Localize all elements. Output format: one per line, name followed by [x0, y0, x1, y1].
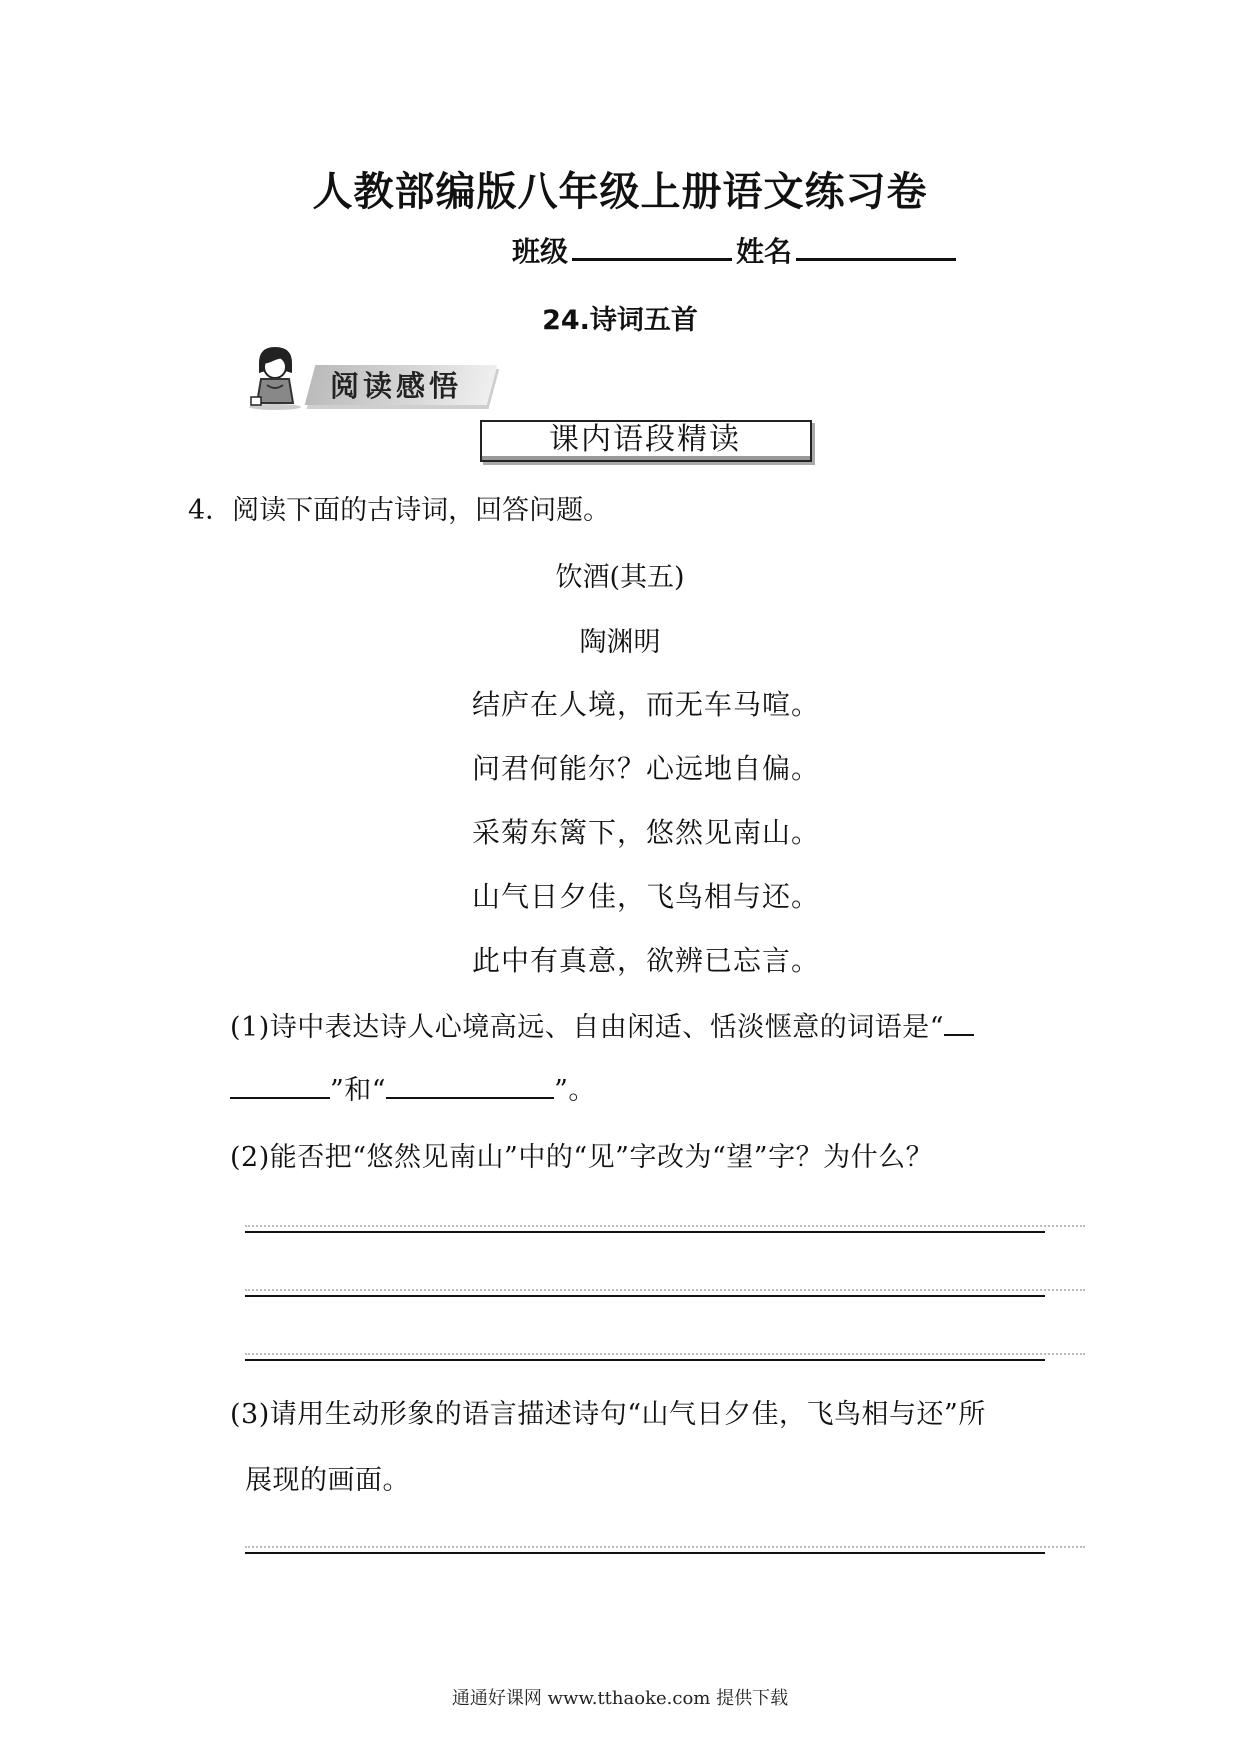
- class-blank[interactable]: [572, 232, 732, 261]
- question-intro: 4．阅读下面的古诗词，回答问题。: [188, 495, 611, 526]
- answer-guide-dots: [245, 1353, 1085, 1355]
- sub-section-label: 课内语段精读: [549, 422, 741, 457]
- poem-line: 采菊东篱下，悠然见南山。: [472, 816, 821, 849]
- answer-line[interactable]: [245, 1552, 1045, 1554]
- answer-line[interactable]: [245, 1231, 1045, 1233]
- student-figure-icon: [245, 345, 307, 411]
- sub-question-3-line1: (3)请用生动形象的语言描述诗句“山气日夕佳，飞鸟相与还”所: [230, 1399, 986, 1430]
- answer-guide-dots: [245, 1546, 1085, 1548]
- poem-line: 问君何能尔？心远地自偏。: [472, 752, 821, 785]
- answer-guide-dots: [245, 1225, 1085, 1227]
- answer-guide-dots: [245, 1289, 1085, 1291]
- poem-line: 此中有真意，欲辨已忘言。: [472, 944, 821, 977]
- page-title: 人教部编版八年级上册语文练习卷: [312, 169, 928, 215]
- sub-question-1-end: ”。: [554, 1075, 596, 1106]
- class-label: 班级: [512, 235, 569, 268]
- poem-author: 陶渊明: [579, 627, 661, 658]
- answer-blank-2[interactable]: [386, 1073, 554, 1099]
- answer-line[interactable]: [245, 1359, 1045, 1361]
- name-blank[interactable]: [796, 232, 956, 261]
- sub-question-1-line2: [230, 1068, 596, 1107]
- footer-credit: 通通好课网 www.tthaoke.com 提供下载: [451, 1688, 789, 1709]
- sub-question-1-and: ”和“: [330, 1075, 387, 1106]
- student-info-row: [512, 230, 960, 270]
- section-banner-label: 阅读感悟: [330, 369, 463, 403]
- answer-blank-1-start[interactable]: [944, 1010, 974, 1036]
- answer-line[interactable]: [245, 1295, 1045, 1297]
- sub-question-1-text: (1)诗中表达诗人心境高远、自由闲适、恬淡惬意的词语是“: [230, 1012, 945, 1043]
- answer-blank-1[interactable]: [230, 1073, 330, 1099]
- sub-question-2: (2)能否把“悠然见南山”中的“见”字改为“望”字？为什么？: [230, 1142, 934, 1173]
- sub-question-3-line2: 展现的画面。: [245, 1465, 410, 1496]
- poem-line: 结庐在人境，而无车马喧。: [472, 688, 821, 721]
- lesson-title: 24.诗词五首: [542, 305, 698, 336]
- poem-line: 山气日夕佳，飞鸟相与还。: [472, 880, 821, 913]
- name-label: 姓名: [736, 235, 793, 268]
- poem-title: 饮酒(其五): [555, 562, 685, 593]
- sub-question-1-line1: [230, 1005, 974, 1044]
